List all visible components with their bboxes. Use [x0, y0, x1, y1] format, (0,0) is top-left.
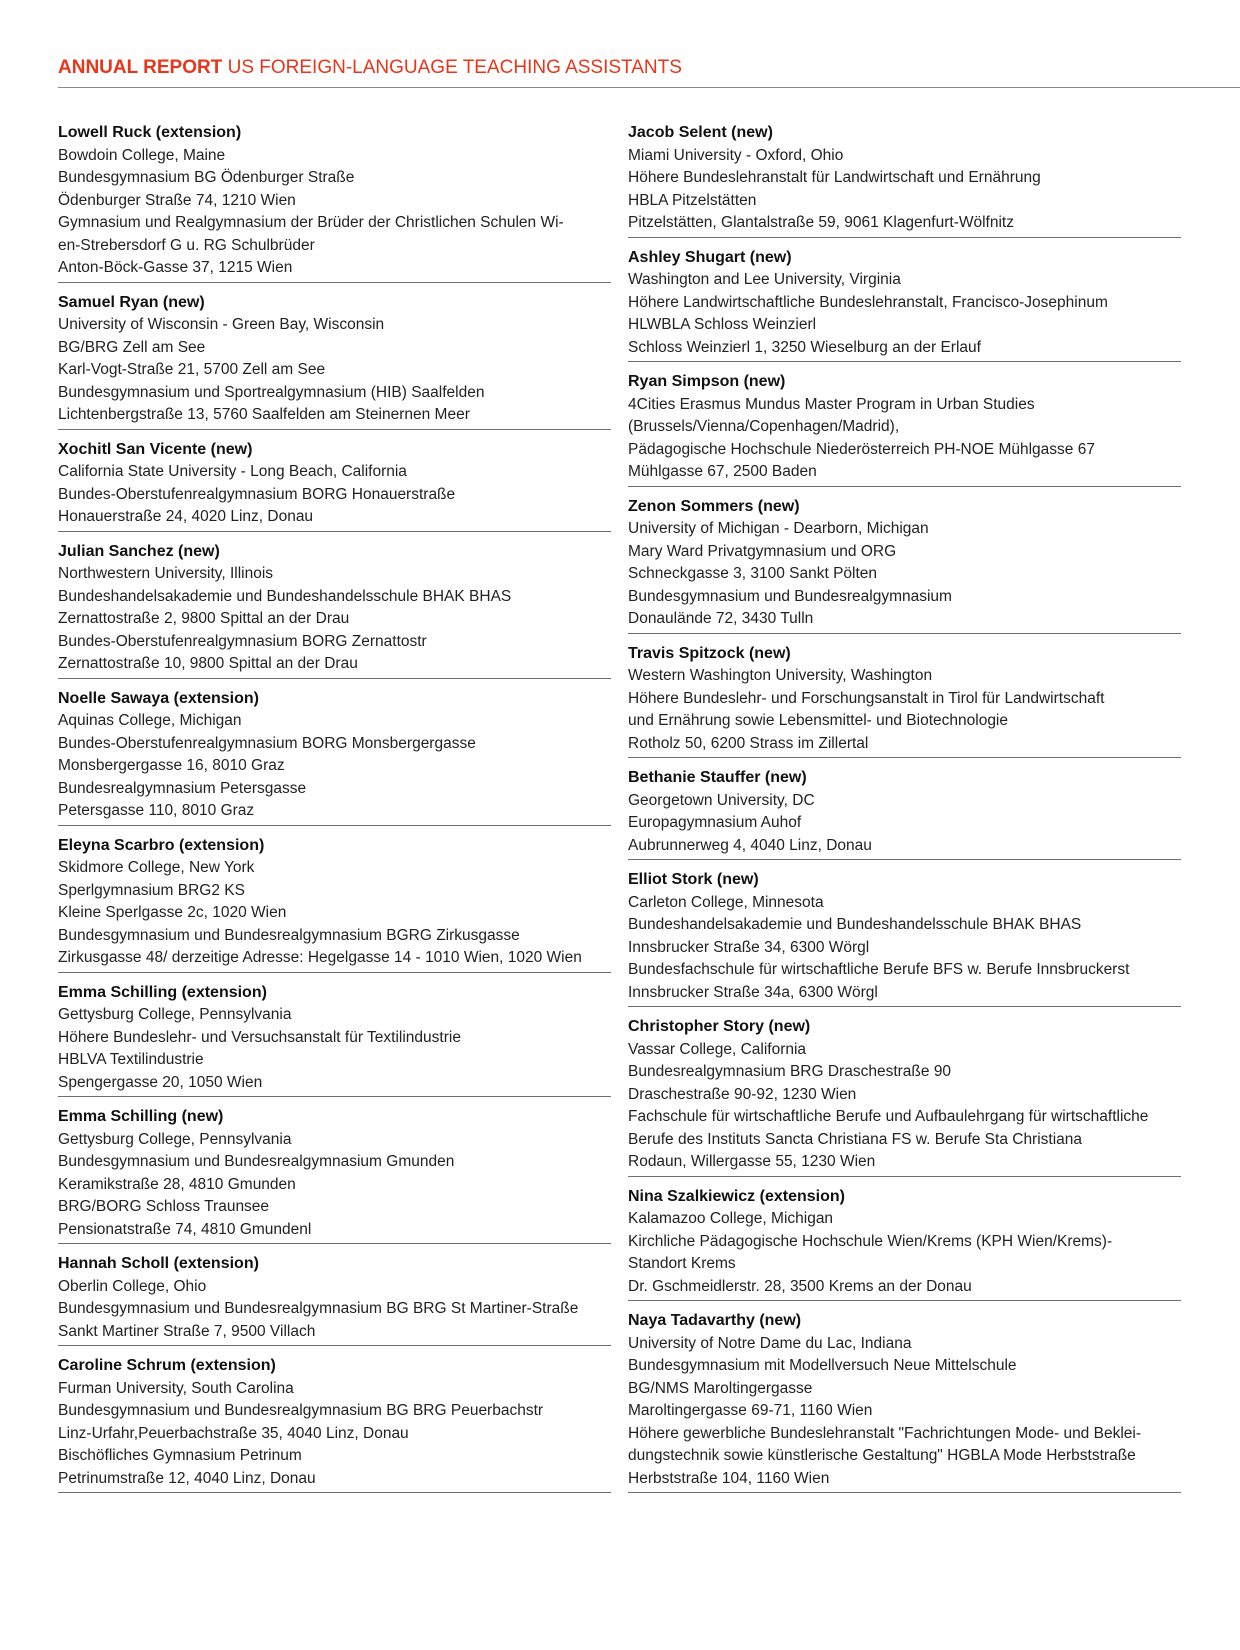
entry-detail-line: Carleton College, Minnesota [628, 893, 824, 911]
entry-detail-line: Höhere Bundeslehr- und Versuchsanstalt für Textilindustrie [58, 1028, 461, 1046]
assistant-entry [628, 869, 1181, 1007]
entry-detail-line: Zirkusgasse 48/ derzeitige Adresse: Hegelgasse 14 - 1010 Wien, 1020 Wien [58, 949, 582, 966]
entry-detail-line: Sperlgymnasium BRG2 KS [58, 881, 245, 899]
entry-detail-line: Gettysburg College, Pennsylvania [58, 1006, 292, 1023]
assistant-entry [628, 371, 1181, 487]
assistant-name: Emma Schilling (new) [58, 1108, 224, 1125]
entry-detail-line: Petrinumstraße 12, 4040 Linz, Donau [58, 1469, 316, 1487]
entry-detail-line: Rodaun, Willergasse 55, 1230 Wien [628, 1153, 876, 1170]
assistant-name: Naya Tadavarthy (new) [628, 1312, 802, 1329]
entry-detail-line: Kalamazoo College, Michigan [628, 1210, 834, 1227]
assistant-entry [58, 439, 611, 532]
entry-detail-line: Pädagogische Hochschule Niederösterreich PH-NOE Mühlgasse 67 [628, 440, 1095, 458]
entry-detail-line: Ödenburger Straße 74, 1210 Wien [58, 191, 296, 209]
report-header [58, 56, 682, 80]
entry-detail-line: Bischöfliches Gymnasium Petrinum [58, 1447, 302, 1464]
assistant-name: Travis Spitzock (new) [628, 644, 791, 662]
entry-detail-line: Bundes-Oberstufenrealgymnasium BORG Honauerstraße [58, 485, 456, 503]
entry-detail-line: Washington and Lee University, Virginia [628, 271, 901, 288]
assistant-entry [58, 1355, 611, 1493]
entry-detail-line: Bundesrealgymnasium Petersgasse [58, 779, 307, 797]
entry-detail-line: Sankt Martiner Straße 7, 9500 Villach [58, 1322, 316, 1340]
entry-detail-line: California State University - Long Beach, California [58, 463, 407, 480]
entry-detail-line: HBLA Pitzelstätten [628, 191, 757, 209]
entry-detail-line: Bundesrealgymnasium BRG Draschestraße 90 [628, 1063, 952, 1080]
assistant-name: Samuel Ryan (new) [58, 293, 205, 311]
assistant-entry [628, 643, 1181, 759]
entry-detail-line: Rotholz 50, 6200 Strass im Zillertal [628, 734, 869, 752]
entry-detail-line: Dr. Gschmeidlerstr. 28, 3500 Krems an der Donau [628, 1277, 972, 1295]
assistant-name: Julian Sanchez (new) [58, 542, 220, 560]
assistant-entry [58, 541, 611, 679]
assistant-entry [628, 767, 1181, 860]
entry-detail-line: BG/BRG Zell am See [58, 338, 206, 356]
entry-detail-line: Donaulände 72, 3430 Tulln [628, 610, 814, 627]
entry-detail-line: Bundesgymnasium BG Ödenburger Straße [58, 169, 355, 186]
entry-detail-line: Bundeshandelsakademie und Bundeshandelsschule BHAK BHAS [58, 587, 512, 605]
entry-detail-line: Aubrunnerweg 4, 4040 Linz, Donau [628, 836, 872, 854]
entry-detail-line: Mary Ward Privatgymnasium und ORG [628, 542, 897, 560]
entry-detail-line: Schneckgasse 3, 3100 Sankt Pölten [628, 565, 878, 582]
entry-detail-line: Petersgasse 110, 8010 Graz [58, 802, 255, 819]
entry-detail-line: Bundesgymnasium und Bundesrealgymnasium BG BRG St Martiner-Straße [58, 1300, 579, 1317]
assistant-name: Lowell Ruck (extension) [58, 124, 242, 141]
entry-detail-line: Bowdoin College, Maine [58, 146, 226, 164]
entry-detail-line: Zernattostraße 10, 9800 Spittal an der Drau [58, 655, 358, 672]
assistant-name: Xochitl San Vicente (new) [58, 440, 253, 458]
entry-detail-line: Bundesgymnasium und Sportrealgymnasium (HIB) Saalfelden [58, 383, 485, 401]
entry-detail-line: 4Cities Erasmus Mundus Master Program in Urban Studies [628, 395, 1035, 413]
assistant-name: Ashley Shugart (new) [628, 248, 792, 266]
entry-detail-line: en-Strebersdorf G u. RG Schulbrüder [58, 236, 315, 254]
entry-detail-line: Fachschule für wirtschaftliche Berufe und Aufbaulehrgang für wirtschaftliche [628, 1108, 1149, 1125]
assistant-name: Emma Schilling (extension) [58, 983, 267, 1001]
entry-detail-line: HLWBLA Schloss Weinzierl [628, 316, 817, 333]
entry-detail-line: Skidmore College, New York [58, 859, 255, 876]
entry-detail-line: Honauerstraße 24, 4020 Linz, Donau [58, 508, 314, 525]
assistant-name: Christopher Story (new) [628, 1018, 811, 1035]
report-subtitle: US FOREIGN-LANGUAGE TEACHING ASSISTANTS [227, 57, 682, 78]
assistant-entry [58, 122, 611, 283]
entry-detail-line: BG/NMS Maroltingergasse [628, 1379, 813, 1397]
entry-detail-line: Georgetown University, DC [628, 791, 815, 809]
entry-detail-line: Gymnasium und Realgymnasium der Brüder der Christlichen Schulen Wi- [58, 214, 564, 231]
entry-detail-line: Schloss Weinzierl 1, 3250 Wieselburg an der Erlauf [628, 338, 981, 356]
entry-detail-line: Gettysburg College, Pennsylvania [58, 1130, 292, 1148]
assistant-name: Zenon Sommers (new) [628, 497, 800, 515]
assistant-entry [628, 1310, 1181, 1493]
entry-detail-line: University of Notre Dame du Lac, Indiana [628, 1334, 912, 1352]
entry-detail-line: BRG/BORG Schloss Traunsee [58, 1198, 270, 1215]
report-title: ANNUAL REPORT [58, 57, 223, 78]
entry-detail-line: Western Washington University, Washington [628, 667, 933, 684]
entry-detail-line: Innsbrucker Straße 34a, 6300 Wörgl [628, 983, 878, 1001]
entry-detail-line: HBLVA Textilindustrie [58, 1051, 204, 1068]
entry-detail-line: Spengergasse 20, 1050 Wien [58, 1073, 263, 1091]
entry-detail-line: Linz-Urfahr,Peuerbachstraße 35, 4040 Linz, Donau [58, 1424, 409, 1442]
entry-detail-line: Maroltingergasse 69-71, 1160 Wien [628, 1402, 873, 1419]
entry-detail-line: (Brussels/Vienna/Copenhagen/Madrid), [628, 418, 900, 435]
assistant-name: Nina Szalkiewicz (extension) [628, 1187, 845, 1205]
entry-detail-line: Bundes-Oberstufenrealgymnasium BORG Monsbergergasse [58, 734, 476, 752]
entry-detail-line: Miami University - Oxford, Ohio [628, 146, 844, 164]
assistant-entry [628, 247, 1181, 363]
entry-detail-line: dungstechnik sowie künstlerische Gestaltung" HGBLA Mode Herbststraße [628, 1447, 1136, 1464]
entry-detail-line: Aquinas College, Michigan [58, 712, 242, 729]
left-column [58, 122, 611, 1502]
entry-detail-line: Höhere gewerbliche Bundeslehranstalt "Fachrichtungen Mode- und Beklei- [628, 1424, 1141, 1442]
assistant-entry [628, 1186, 1181, 1302]
right-column [628, 122, 1181, 1502]
entry-detail-line: Höhere Bundeslehranstalt für Landwirtschaft und Ernährung [628, 169, 1041, 186]
assistant-name: Jacob Selent (new) [628, 124, 773, 141]
entry-detail-line: Bundes-Oberstufenrealgymnasium BORG Zernattostr [58, 632, 427, 650]
entry-detail-line: Herbststraße 104, 1160 Wien [628, 1469, 830, 1487]
assistant-name: Bethanie Stauffer (new) [628, 769, 807, 786]
entry-detail-line: Bundesgymnasium und Bundesrealgymnasium BGRG Zirkusgasse [58, 926, 520, 944]
entry-detail-line: Standort Krems [628, 1255, 736, 1272]
assistant-name: Elliot Stork (new) [628, 871, 759, 888]
entry-detail-line: Bundesfachschule für wirtschaftliche Berufe BFS w. Berufe Innsbruckerst [628, 961, 1130, 978]
assistant-name: Ryan Simpson (new) [628, 373, 786, 390]
entry-detail-line: Pensionatstraße 74, 4810 Gmundenl [58, 1220, 312, 1238]
entry-detail-line: Höhere Landwirtschaftliche Bundeslehranstalt, Francisco-Josephinum [628, 293, 1108, 311]
assistant-entry [628, 496, 1181, 634]
entry-detail-line: Innsbrucker Straße 34, 6300 Wörgl [628, 938, 870, 956]
entry-detail-line: Anton-Böck-Gasse 37, 1215 Wien [58, 259, 293, 276]
entry-detail-line: Bundesgymnasium und Bundesrealgymnasium Gmunden [58, 1153, 455, 1170]
entry-detail-line: Monsbergergasse 16, 8010 Graz [58, 757, 285, 774]
assistant-entry [58, 688, 611, 826]
entry-detail-line: Pitzelstätten, Glantalstraße 59, 9061 Klagenfurt-Wölfnitz [628, 214, 1014, 231]
assistant-entry [58, 982, 611, 1098]
assistant-entry [58, 1106, 611, 1244]
entry-detail-line: Europagymnasium Auhof [628, 814, 802, 831]
assistant-entry [58, 1253, 611, 1346]
header-divider [58, 87, 1240, 88]
entry-detail-line: Oberlin College, Ohio [58, 1277, 207, 1295]
entry-detail-line: Vassar College, California [628, 1040, 807, 1058]
entry-detail-line: University of Wisconsin - Green Bay, Wisconsin [58, 316, 385, 333]
assistant-entry [58, 292, 611, 430]
entry-detail-line: Kleine Sperlgasse 2c, 1020 Wien [58, 904, 287, 921]
entry-detail-line: Kirchliche Pädagogische Hochschule Wien/Krems (KPH Wien/Krems)- [628, 1232, 1113, 1250]
entry-detail-line: Draschestraße 90-92, 1230 Wien [628, 1085, 857, 1103]
assistant-entry [628, 1016, 1181, 1177]
entry-detail-line: Zernattostraße 2, 9800 Spittal an der Drau [58, 610, 350, 627]
entry-detail-line: Bundesgymnasium und Bundesrealgymnasium [628, 587, 952, 605]
entry-detail-line: Karl-Vogt-Straße 21, 5700 Zell am See [58, 361, 326, 378]
entry-detail-line: Mühlgasse 67, 2500 Baden [628, 463, 817, 480]
entry-detail-line: Northwestern University, Illinois [58, 565, 274, 582]
entry-detail-line: Höhere Bundeslehr- und Forschungsanstalt in Tirol für Landwirtschaft [628, 689, 1105, 707]
assistant-name: Caroline Schrum (extension) [58, 1357, 276, 1374]
entry-detail-line: University of Michigan - Dearborn, Michigan [628, 520, 929, 537]
entry-detail-line: Keramikstraße 28, 4810 Gmunden [58, 1175, 296, 1193]
entry-detail-line: Bundesgymnasium und Bundesrealgymnasium BG BRG Peuerbachstr [58, 1402, 544, 1419]
entry-detail-line: und Ernährung sowie Lebensmittel- und Biotechnologie [628, 712, 1008, 729]
entry-detail-line: Lichtenbergstraße 13, 5760 Saalfelden am Steinernen Meer [58, 406, 470, 423]
assistant-entry [58, 835, 611, 973]
entry-detail-line: Bundeshandelsakademie und Bundeshandelsschule BHAK BHAS [628, 916, 1082, 933]
entry-detail-line: Berufe des Instituts Sancta Christiana FS w. Berufe Sta Christiana [628, 1130, 1083, 1148]
assistant-name: Noelle Sawaya (extension) [58, 689, 259, 707]
assistant-name: Eleyna Scarbro (extension) [58, 836, 265, 854]
assistant-entry [628, 122, 1181, 238]
entry-detail-line: Bundesgymnasium mit Modellversuch Neue Mittelschule [628, 1357, 1017, 1374]
assistant-name: Hannah Scholl (extension) [58, 1255, 259, 1272]
entry-detail-line: Furman University, South Carolina [58, 1379, 294, 1397]
